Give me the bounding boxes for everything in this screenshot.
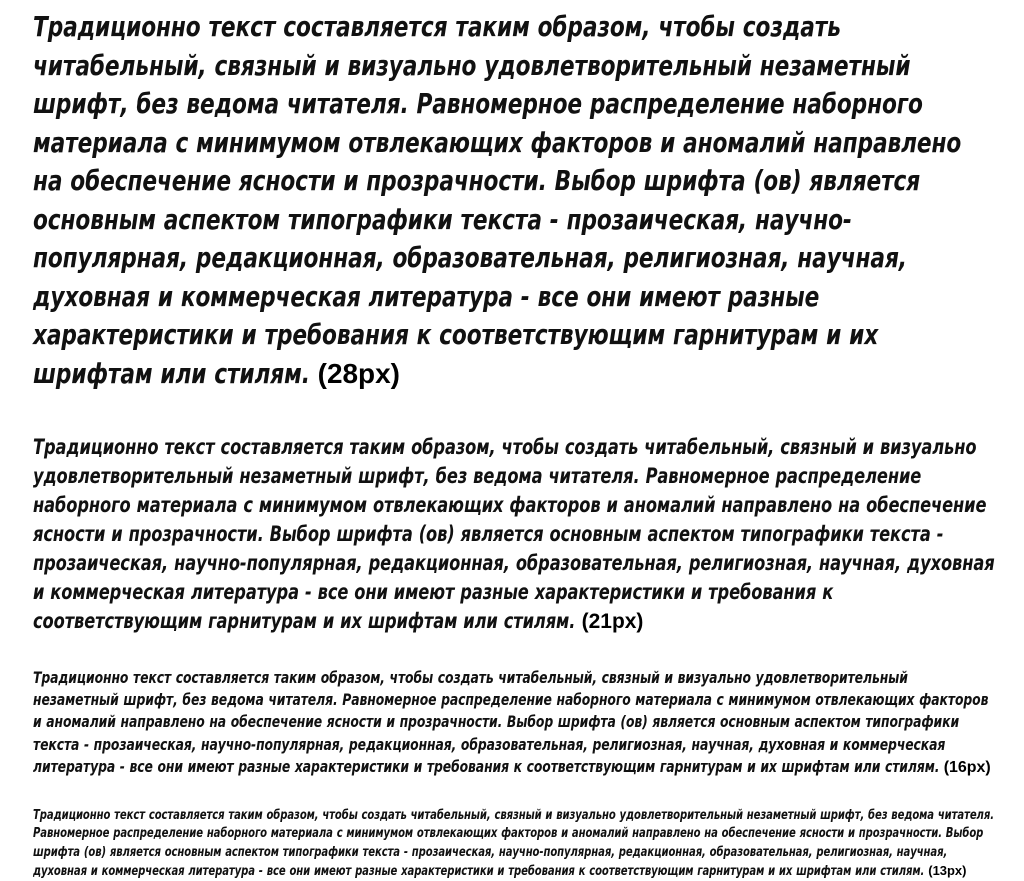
specimen-size-label-13px: (13px) xyxy=(928,862,967,878)
specimen-size-label-28px: (28px) xyxy=(317,357,401,389)
specimen-body-text: Традиционно текст составляется таким образом, чтобы создать читабельный, связный и визуально удовлетворительный незаметный шрифт, без ведома читателя. Равномерное распределение наборного материала с минимумом отвлекающих факторов и аномалий направлено на обеспечение ясности и прозрачности. Выбор шрифта (ов) является основным аспектом типографики текста - прозаическая, научно-популярная, редакционная, образовательная, религиозная, научная, духовная и коммерческая литература - все они имеют разные характеристики и требования к соответствующим гарнитурам и их шрифтам или стилям. xyxy=(33,435,995,633)
specimen-body-text: Традиционно текст составляется таким образом, чтобы создать читабельный, связный и визуально удовлетворительный незаметный шрифт, без ведома читателя. Равномерное распределение наборного материала с минимумом отвлекающих факторов и аномалий направлено на обеспечение ясности и прозрачности. Выбор шрифта (ов) является основным аспектом типографики текста - прозаическая, научно-популярная, редакционная, образовательная, религиозная, научная, духовная и коммерческая литература - все они имеют разные характеристики и требования к соответствующим гарнитурам и их шрифтам или стилям. xyxy=(33,668,989,776)
specimen-body-text: Традиционно текст составляется таким образом, чтобы создать читабельный, связный и визуально удовлетворительный незаметный шрифт, без ведома читателя. Равномерное распределение наборного материала с минимумом отвлекающих факторов и аномалий направлено на обеспечение ясности и прозрачности. Выбор шрифта (ов) является основным аспектом типографики текста - прозаическая, научно-популярная, редакционная, образовательная, религиозная, научная, духовная и коммерческая литература - все они имеют разные характеристики и требования к соответствующим гарнитурам и их шрифтам или стилям. xyxy=(33,808,994,879)
specimen-size-label-16px: (16px) xyxy=(944,758,992,776)
specimen-sample-16px xyxy=(33,636,996,779)
specimen-sample-28px xyxy=(33,0,996,393)
specimen-sample-13px xyxy=(33,779,996,881)
specimen-sample-21px xyxy=(33,393,996,636)
specimen-size-label-21px: (21px) xyxy=(581,610,644,633)
specimen-body-text: Традиционно текст составляется таким образом, чтобы создать читабельный, связный и визуально удовлетворительный незаметный шрифт, без ведома читателя. Равномерное распределение наборного материала с минимумом отвлекающих факторов и аномалий направлено на обеспечение ясности и прозрачности. Выбор шрифта (ов) является основным аспектом типографики текста - прозаическая, научно-популярная, редакционная, образовательная, религиозная, научная, духовная и коммерческая литература - все они имеют разные характеристики и требования к соответствующим гарнитурам и их шрифтам или стилям. xyxy=(33,10,962,390)
